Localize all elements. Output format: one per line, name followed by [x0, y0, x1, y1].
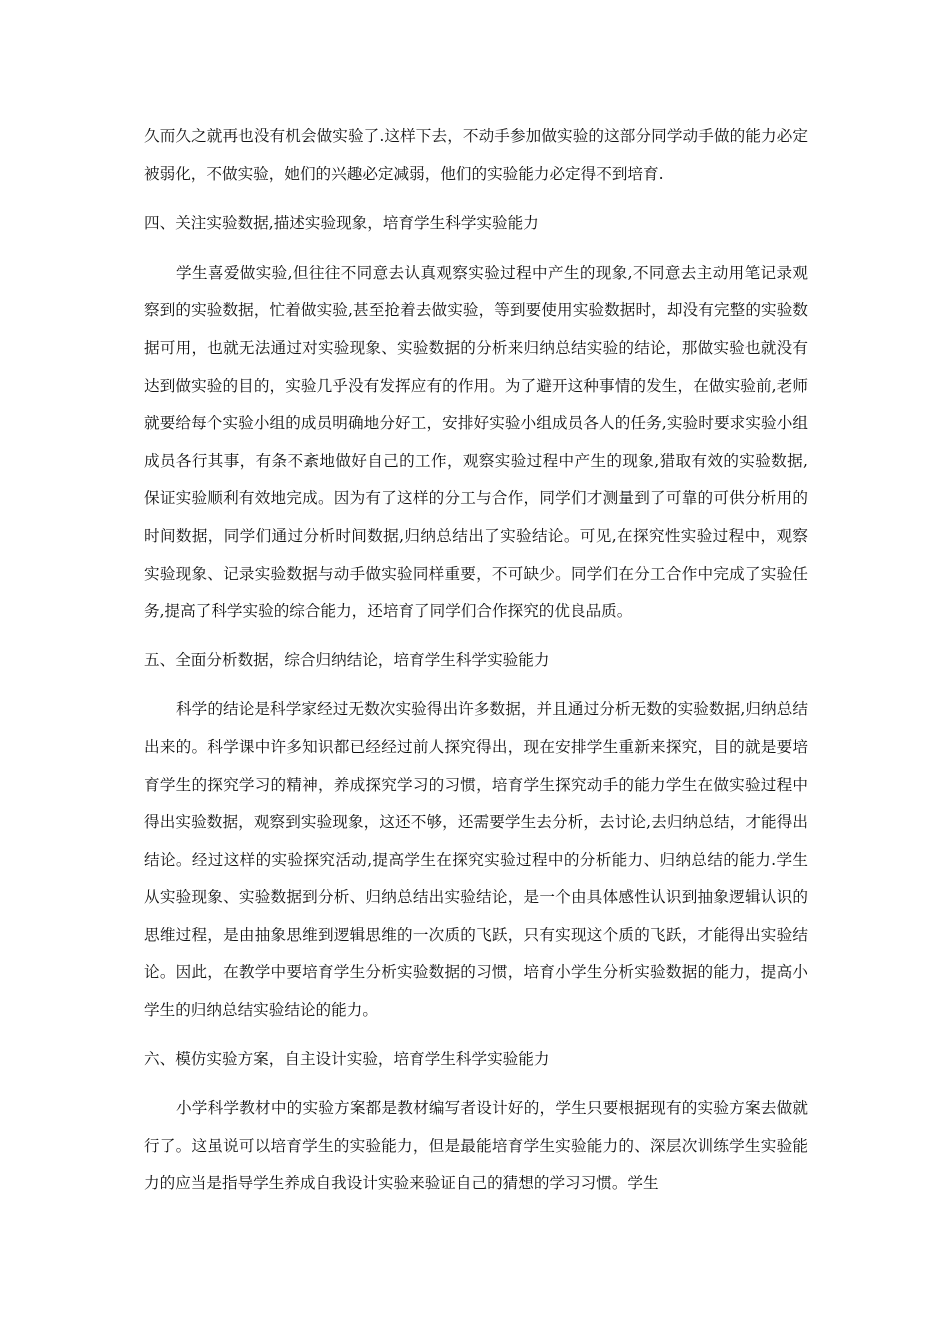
section-6-paragraph: 小学科学教材中的实验方案都是教材编写者设计好的，学生只要根据现有的实验方案去做就行了。这虽说可以培育学生的实验能力，但是最能培育学生实验能力的、深层次训练学生实验能力的应当是指导学生养成自我设计实验来验证自己的猜想的学习习惯。学生: [144, 1099, 808, 1193]
section-6-heading: 六、模仿实验方案，自主设计实验，培育学生科学实验能力: [144, 1049, 550, 1068]
section-4-paragraph: 学生喜爱做实验,但往往不同意去认真观察实验过程中产生的现象,不同意去主动用笔记录观察到的实验数据，忙着做实验,甚至抢着去做实验，等到要使用实验数据时，却没有完整的实验数据可用，也就无法通过对实验现象、实验数据的分析来归纳总结实验的结论，那做实验也就没有达到做实验的目的，实验几乎没有发挥应有的作用。为了避开这种事情的发生，在做实验前,老师就要给每个实验小组的成员明确地分好工，安排好实验小组成员各人的任务,实验时要求实验小组成员各行其事，有条不紊地做好自己的工作，观察实验过程中产生的现象,猎取有效的实验数据,保证实验顺利有效地完成。因为有了这样的分工与合作，同学们才测量到了可靠的可供分析用的时间数据，同学们通过分析时间数据,归纳总结出了实验结论。可见,在探究性实验过程中，观察实验现象、记录实验数据与动手做实验同样重要，不可缺少。同学们在分工合作中完成了实验任务,提高了科学实验的综合能力，还培育了同学们合作探究的优良品质。: [144, 263, 808, 621]
section-5-paragraph: 科学的结论是科学家经过无数次实验得出许多数据，并且通过分析无数的实验数据,归纳总结出来的。科学课中许多知识都已经经过前人探究得出，现在安排学生重新来探究，目的就是要培育学生的探究学习的精神，养成探究学习的习惯，培育学生探究动手的能力学生在做实验过程中得出实验数据，观察到实验现象，这还不够，还需要学生去分析，去讨论,去归纳总结，才能得出结论。经过这样的实验探究活动,提高学生在探究实验过程中的分析能力、归纳总结的能力.学生从实验现象、实验数据到分析、归纳总结出实验结论，是一个由具体感性认识到抽象逻辑认识的思维过程，是由抽象思维到逻辑思维的一次质的飞跃，只有实现这个质的飞跃，才能得出实验结论。因此，在教学中要培育学生分析实验数据的习惯，培育小学生分析实验数据的能力，提高小学生的归纳总结实验结论的能力。: [144, 700, 808, 1020]
continuation-paragraph: 久而久之就再也没有机会做实验了.这样下去，不动手参加做实验的这部分同学动手做的能力必定被弱化，不做实验，她们的兴趣必定减弱，他们的实验能力必定得不到培育.: [144, 127, 808, 183]
section-4-heading: 四、关注实验数据,描述实验现象，培育学生科学实验能力: [144, 214, 539, 233]
section-5-heading: 五、全面分析数据，综合归纳结论，培育学生科学实验能力: [144, 650, 550, 669]
document-page: [144, 118, 808, 1203]
